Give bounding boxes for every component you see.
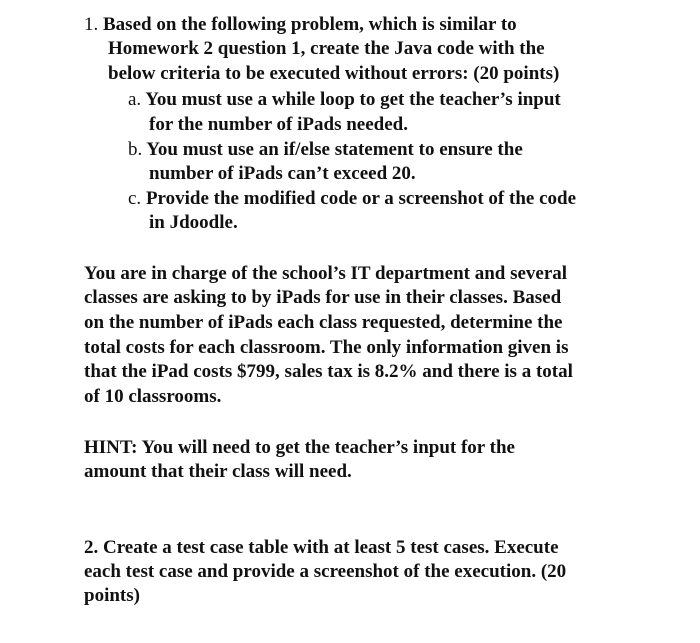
criterion-b-line-1	[128, 138, 523, 162]
problem-line-2: classes are asking to by iPads for use in their classes. Based	[84, 287, 562, 308]
hint-line-2: amount that their class will need.	[84, 461, 352, 482]
criterion-a-line-2: for the number of iPads needed.	[149, 114, 408, 135]
problem-line-3: on the number of iPads each class requested, determine the	[84, 312, 563, 333]
criterion-b-marker: b.	[128, 139, 143, 160]
question-1-line-1	[84, 13, 517, 37]
problem-line-5: that the iPad costs $799, sales tax is 8.2% and there is a total	[84, 361, 573, 382]
question-2-line-1: 2. Create a test case table with at least 5 test cases. Execute	[84, 537, 559, 558]
question-1-line-2: Homework 2 question 1, create the Java code with the	[108, 38, 545, 59]
criterion-c-text: Provide the modified code or a screenshot of the code	[145, 188, 577, 209]
question-2-line-3: points)	[84, 585, 140, 606]
criterion-a-text: You must use a while loop to get the teacher’s input	[145, 89, 561, 110]
question-2-line-2: each test case and provide a screenshot of the execution. (20	[84, 561, 567, 582]
criterion-a-line-1	[128, 88, 561, 112]
criterion-c-marker: c.	[128, 188, 142, 209]
hint-line-1: HINT: You will need to get the teacher’s input for the	[84, 437, 515, 458]
problem-line-1: You are in charge of the school’s IT department and several	[84, 263, 568, 284]
problem-line-4: total costs for each classroom. The only information given is	[84, 337, 569, 358]
problem-line-6: of 10 classrooms.	[84, 386, 222, 407]
criterion-b-line-2: number of iPads can’t exceed 20.	[149, 163, 416, 184]
question-1-line-3: below criteria to be executed without errors: (20 points)	[108, 63, 560, 84]
criterion-a-marker: a.	[128, 89, 142, 110]
criterion-c-line-2: in Jdoodle.	[149, 212, 238, 233]
question-1-number: 1.	[84, 14, 99, 35]
criterion-b-text: You must use an if/else statement to ensure the	[146, 139, 523, 160]
criterion-c-line-1	[128, 187, 576, 211]
question-1-text: Based on the following problem, which is similar to	[103, 14, 517, 35]
